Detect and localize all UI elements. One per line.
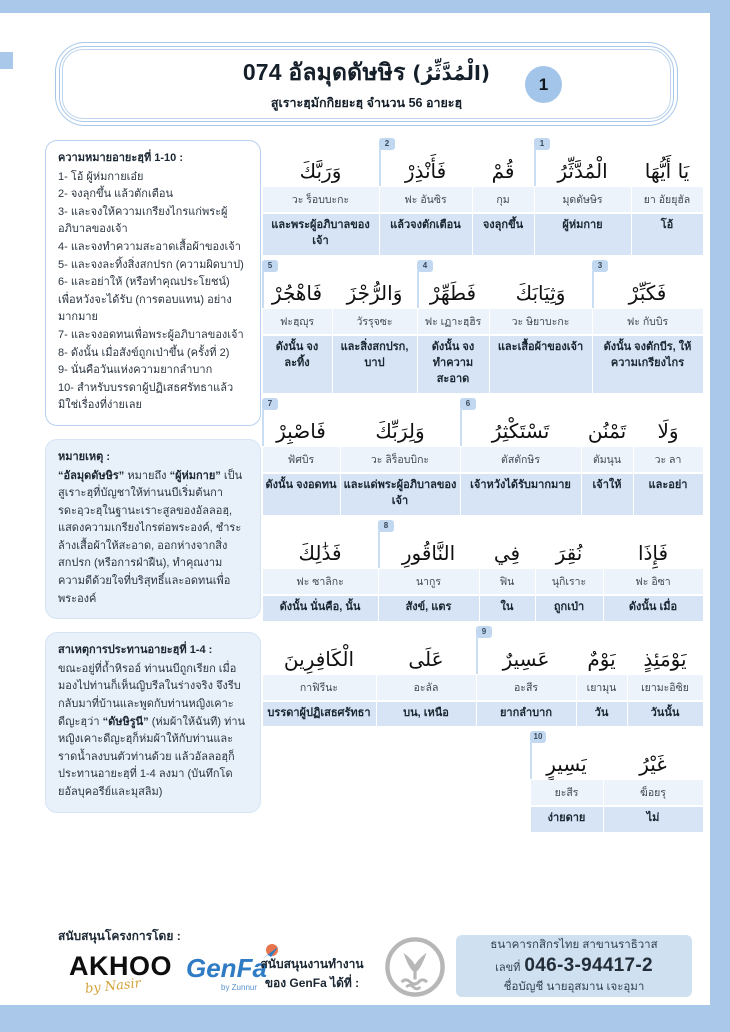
meaning-line: 5- และจงละทิ้งสิ่งสกปรก (ความผิดบาป) [58,258,244,271]
bank-account-label: เลขที่ [495,962,521,974]
transliteration: เยามุน [577,675,627,700]
transliteration: มุดดัษษิร [535,187,631,212]
thai-translation: ดังนั้น จงทำความสะอาด [418,336,489,393]
word-cell [472,138,534,255]
bank-account-number: 046-3-94417-2 [524,955,653,976]
transliteration: ยา อัยยุฮัล [632,187,703,212]
thai-translation: ดังนั้น เมื่อ [604,596,703,621]
verse-number-badge: 10 [530,731,546,743]
thai-translation: แล้วจงตักเตือน [380,214,472,255]
body-text: ขณะอยู่ที่ถ้ำหิรออ์ ท่านนบีถูกเรียก เมื่อมองไปท่านก็เห็นญิบรีลในร่างจริง จึงรีบกลับมาที่บ้านและพูดกับท่านหญิงเคาะดีญะฮฺว่า [58,662,241,728]
word-cell [262,626,376,727]
arabic-word: الْكَافِرِينَ [283,646,355,671]
thai-translation: ดังนั้น นั่นคือ, นั้น [263,596,378,621]
arabic-word: عَلَى [408,646,444,671]
meaning-box-title: ความหมายอายะฮฺที่ 1-10 : [58,152,183,164]
revelation-box-body [58,661,248,802]
arabic-word: وَثِيَابَكَ [515,280,566,305]
thai-translation: ดังนั้น จงละทิ้ง [263,336,332,393]
transliteration: ตัสตักษิร [461,447,581,472]
word-cell [631,138,703,255]
transliteration: ฟะ อิซา [604,569,703,594]
word-row [262,731,703,832]
meaning-box [45,140,261,426]
header-content [55,42,678,126]
sponsor-label: สนับสนุนโครงการโดย : [58,929,181,943]
surah-title-arabic: (الْمُدَّثِّرُ) [412,61,491,85]
word-cell [535,520,603,621]
word-grid [262,138,703,837]
word-row [262,626,703,727]
surah-title-thai: 074 อัลมุดดัษษิร [242,59,406,85]
arabic-word: نُقِرَ [555,540,583,565]
arabic-word: غَيْرُ [639,752,667,777]
body-text: หมายถึง [124,469,170,482]
thai-translation: บน, เหนือ [377,702,476,727]
thai-translation: สังข์, แตร [379,596,479,621]
arabic-word: وَالرُّجْزَ [346,280,403,305]
revelation-box [45,632,261,812]
meaning-line: 10- สำหรับบรรดาผู้ปฏิเสธศรัทธาแล้ว มิใช่เรื่องที่ง่ายเลย [58,381,234,412]
meaning-box-lines [58,169,248,415]
arabic-word: تَسْتَكْثِرُ [491,418,550,443]
body-text: (ห่มผ้าให้ฉันที) ท่านหญิงเคาะดีญะฮฺก็ห่มผ้าให้กับท่านและราดน้ำลงบนตัวท่านด้วย แล้วอัลลอฮฺก็ประทานอายะฮฺที่ 1-4 ลงมา (บันทึกโดยอัลบุคอรีย์และมุสลิม) [58,715,246,798]
word-cell [633,398,703,515]
word-cell [603,731,703,832]
thai-translation: บรรดาผู้ปฏิเสธศรัทธา [263,702,376,727]
surah-subtitle: สูเราะฮฺมักกิยยะฮฺ จำนวน 56 อายะฮฺ [270,96,463,110]
arabic-word: عَسِيرٌ [502,646,550,671]
transliteration: ฟะ อันซิร [380,187,472,212]
arabic-word: وَرَبَّكَ [299,159,342,183]
verse-number-badge: 5 [262,260,278,272]
page-title [243,55,490,91]
arabic-word: فَاهْجُرْ [271,280,323,305]
transliteration: ฟะ ซาลิกะ [263,569,378,594]
transliteration: วะ ลา [634,447,703,472]
transliteration: ตัมนุน [582,447,633,472]
verse-number-badge: 4 [417,260,433,272]
revelation-box-title: สาเหตุการประทานอายะฮฺที่ 1-4 : [58,644,213,657]
thai-translation: ผู้ห่มกาย [535,214,631,255]
word-cell [262,260,332,393]
thai-translation: ใน [480,596,535,621]
transliteration: วัรรุจซะ [333,309,417,334]
arabic-word: تَمْنُن [587,418,627,443]
arabic-word: يَسِيرٍ [546,752,587,777]
transliteration: ฆ็อยรุ [604,780,703,805]
transliteration: อะสีร [477,675,576,700]
transliteration: ฟิน [480,569,535,594]
thai-translation: ง่ายดาย [531,807,603,832]
word-cell [262,520,378,621]
transliteration: ฟะ กับบิร [593,309,703,334]
thai-translation: ดังนั้น จงอดทน [263,474,340,515]
word-cell [603,520,703,621]
transliteration: ยะสีร [531,780,603,805]
support-line1: สนับสนุนงานทำงาน [260,957,364,971]
bank-account [495,955,653,977]
transliteration: กุม [473,187,534,212]
document-page [0,13,710,1005]
transliteration: ฟัศบิร [263,447,340,472]
arabic-word: فَاصْبِرْ [276,418,326,443]
word-cell [479,520,535,621]
note-box-body [58,468,248,609]
arabic-word: الْمُدَّثِّرُ [557,159,608,183]
transliteration: นากูร [379,569,479,594]
word-cell [581,398,633,515]
thai-translation: ไม่ [604,807,703,832]
arabic-word: فَأَنْذِرْ [404,159,447,183]
word-row [262,398,703,515]
footer [55,921,692,1005]
bank-info-box [456,935,692,997]
verse-number-badge: 7 [262,398,278,410]
thai-translation: ยากลำบาก [477,702,576,727]
thai-translation: และแด่พระผู้อภิบาลของเจ้า [341,474,460,515]
thai-translation: วันนั้น [628,702,703,727]
word-cell [417,260,489,393]
arabic-word: وَلَا [657,418,679,443]
transliteration: วะ ร็อบบะกะ [263,187,379,212]
word-row [262,138,703,255]
meaning-line: 2- จงลุกขึ้น แล้วตักเตือน [58,188,173,201]
meaning-line: 9- นั่นคือวันแห่งความยากลำบาก [58,364,213,377]
verse-number-badge: 1 [534,138,550,150]
word-cell [376,626,476,727]
word-cell [262,398,340,515]
transliteration: ฟะฮฺญุร [263,309,332,334]
emphasized-term: “อัลมุดดัษษิร” [58,469,125,482]
word-cell [262,138,379,255]
bank-logo-icon [383,935,447,999]
transliteration: อะลัล [377,675,476,700]
word-cell [627,626,703,727]
arabic-word: فَذَٰلِكَ [298,540,342,565]
emphasized-term: “ผู้ห่มกาย” [169,469,221,482]
verse-number-badge: 6 [460,398,476,410]
arabic-word: فَطَهِّرْ [429,280,477,305]
transliteration: ฟะ เฏาะฮฺฮิร [418,309,489,334]
word-cell [534,138,631,255]
word-cell [476,626,576,727]
meaning-line: 7- และจงอดทนเพื่อพระผู้อภิบาลของเจ้า [58,328,244,341]
left-edge-accent [0,52,13,69]
arabic-word: فَإِذَا [637,540,669,565]
support-line2: ของ GenFa ได้ที่ : [264,975,360,990]
arabic-word: فِي [493,540,521,565]
meaning-line: 1- โอ้ ผู้ห่มกายเอ๋ย [58,170,144,183]
verse-number-badge: 2 [379,138,395,150]
transliteration: กาฟิรีนะ [263,675,376,700]
arabic-word: يَوْمٌ [587,646,616,671]
transliteration: วะ ลิร็อบบิกะ [341,447,460,472]
word-cell [576,626,627,727]
word-cell [378,520,479,621]
word-cell [379,138,472,255]
arabic-word: النَّاقُورِ [401,540,456,565]
body-text: เป็นสูเราะฮฺที่บัญชาให้ท่านนบีเริ่มต้นการดะอฺวะฮฺในฐานะเราะสูลของอัลลอฮฺ, แสดงความเกรียงไกรต่อพระองค์, ชำระล้างเสื้อผ้าให้สะอาด, ออกห่างจากสิ่งสกปรก (หรือการฝ่าฝืน), ทำคุณงามความดีด้วยใจที่บริสุทธิ์และอดทนเพื่อพระองค์ [58,469,243,605]
word-cell [340,398,460,515]
bank-holder: ชื่อบัญชี นายอุสมาน เจะอุมา [503,981,645,993]
verse-number-badge: 9 [476,626,492,638]
meaning-line: 6- และอย่าให้ (หรือทำคุณประโยชน์) เพื่อหวังจะได้รับ (การตอบแทน) อย่างมากมาย [58,276,232,324]
word-row [262,520,703,621]
header-cartouche [55,42,678,126]
meaning-line: 3- และจงให้ความเกรียงไกรแก่พระผู้อภิบาลของเจ้า [58,205,228,236]
bank-name: ธนาคารกสิกรไทย สาขานราธิวาส [490,939,658,951]
page-number-badge: 1 [525,66,562,103]
word-cell [592,260,703,393]
word-cell [530,731,603,832]
meaning-line: 8- ดังนั้น เมื่อสังข์ถูกเป่าขึ้น (ครั้งที่ 2) [58,346,230,359]
word-cell [460,398,581,515]
arabic-word: يَا أَيُّهَا [644,159,690,183]
note-box [45,439,261,619]
arabic-word: يَوْمَئِذٍ [643,646,687,671]
thai-translation: โอ้ [632,214,703,255]
genfa-logo: GenFa [186,953,267,983]
verse-number-badge: 3 [592,260,608,272]
thai-translation: วัน [577,702,627,727]
thai-translation: และอย่า [634,474,703,515]
akhoo-logo: AKHOO [69,951,172,981]
sidebar [45,140,261,813]
akhoo-byline: by Nasir [84,976,142,997]
arabic-word: وَلِرَبِّكَ [375,418,425,443]
arabic-word: قُمْ [491,159,515,183]
meaning-line: 4- และจงทำความสะอาดเสื้อผ้าของเจ้า [58,240,241,253]
thai-translation: และสิ่งสกปรก, บาป [333,336,417,393]
thai-translation: เจ้าหวังได้รับมากมาย [461,474,581,515]
transliteration: วะ ษิยาบะกะ [490,309,592,334]
thai-translation: ดังนั้น จงตักบีร, ให้ความเกรียงไกร [593,336,703,393]
thai-translation: และพระผู้อภิบาลของเจ้า [263,214,379,255]
verse-number-badge: 8 [378,520,394,532]
arabic-word: فَكَبِّرْ [628,280,667,305]
word-row [262,260,703,393]
support-text [253,955,371,992]
word-cell [489,260,592,393]
thai-translation: ถูกเป่า [536,596,603,621]
thai-translation: เจ้าให้ [582,474,633,515]
note-box-title: หมายเหตุ : [58,450,110,463]
thai-translation: และเสื้อผ้าของเจ้า [490,336,592,393]
transliteration: นุกิเราะ [536,569,603,594]
transliteration: เยามะอิซิย [628,675,703,700]
emphasized-term: “ดัษษิรูนี” [102,715,149,728]
thai-translation: จงลุกขึ้น [473,214,534,255]
word-cell [332,260,417,393]
genfa-byline: by Zunnur [221,983,258,992]
